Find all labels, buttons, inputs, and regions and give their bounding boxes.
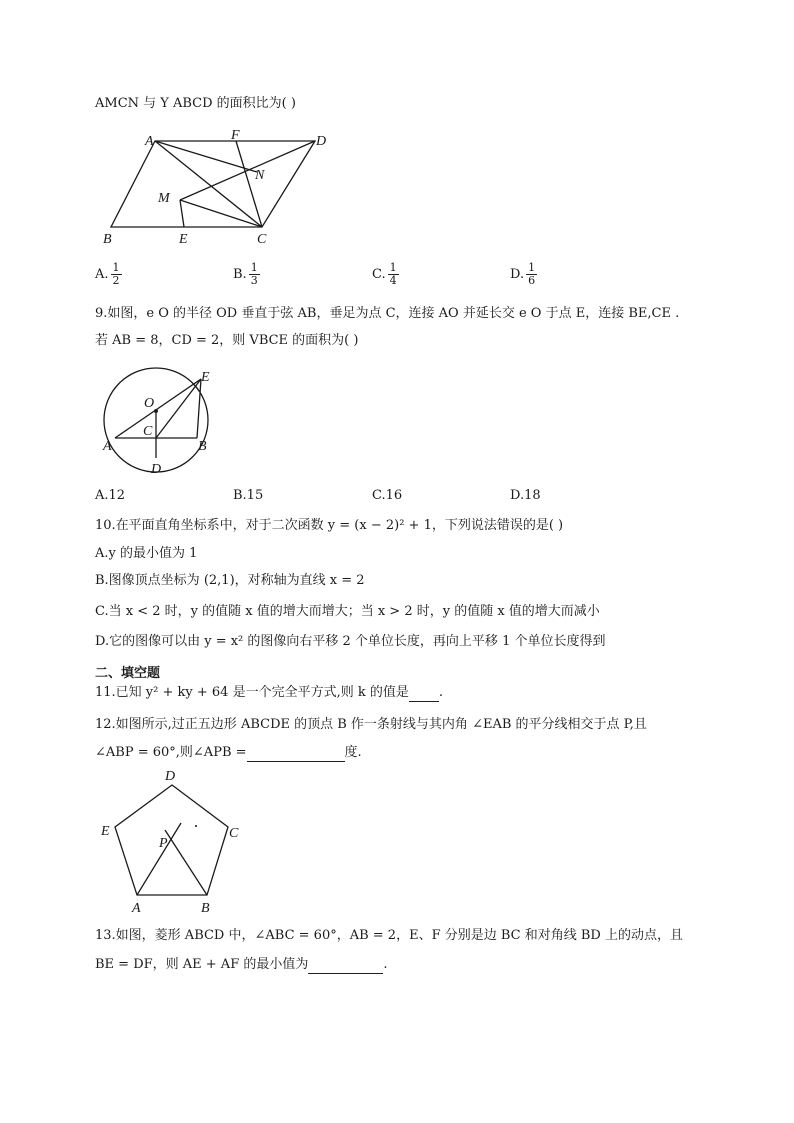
q8-option-b[interactable]: B. $\frac{1}{3}$ [233,261,258,287]
q11-stem: 11.已知 y² + ky + 64 是一个完全平方式,则 k 的值是 . [95,685,443,700]
label-d: D [151,462,162,477]
q13-stem-line2: BE = DF，则 AE + AF 的最小值为 . [95,957,388,972]
label-p: P [159,836,168,851]
q10-option-d[interactable]: D.它的图像可以由 y = x² 的图像向右平移 2 个单位长度，再向上平移 1 个单位长度得到 [95,634,606,649]
q9-option-d[interactable]: D.18 [510,488,541,503]
q9-stem-line1: 9.如图，e O 的半径 OD 垂直于弦 AB，垂足为点 C，连接 AO 并延长交 e O 于点 E，连接 BE,CE . [95,306,680,321]
q9-circle-figure [95,365,225,480]
q13-answer-blank[interactable] [308,959,383,974]
q9-option-a[interactable]: A.12 [95,488,126,503]
label-n: N [255,168,265,183]
label-b: B [201,901,210,916]
q9-stem-line2: 若 AB = 8，CD = 2，则 VBCE 的面积为( ) [95,333,359,348]
q11-answer-blank[interactable] [409,687,439,702]
q12-stem-line2: ∠ABP = 60°,则∠APB = 度. [95,745,362,760]
ray-from-b [165,830,207,895]
stray-dot [195,825,197,827]
q12-answer-blank[interactable] [247,747,345,762]
label-a: A [103,439,112,454]
bisector-from-a [137,823,181,895]
q10-option-c[interactable]: C.当 x < 2 时，y 的值随 x 值的增大而增大；当 x > 2 时，y 的值随 x 值的增大而减小 [95,604,600,619]
center-dot [155,410,158,413]
label-c: C [143,424,153,439]
q12-stem-line1: 12.如图所示,过正五边形 ABCDE 的顶点 B 作一条射线与其内角 ∠EAB 的平分线相交于点 P,且 [95,717,647,732]
label-m: M [158,191,170,206]
q10-stem: 10.在平面直角坐标系中，对于二次函数 y = (x − 2)² + 1，下列说法错误的是( ) [95,518,564,533]
line-mc [180,200,262,227]
line-ce [156,379,201,438]
q13-stem-line1: 13.如图，菱形 ABCD 中，∠ABC = 60°，AB = 2，E、F 分别是边 BC 和对角线 BD 上的动点，且 [95,928,683,943]
label-e: E [101,824,110,839]
line-me [180,200,184,227]
q8-option-a[interactable]: A. $\frac{1}{2}$ [95,261,120,287]
label-a: A [145,134,154,149]
q9-option-b[interactable]: B.15 [233,488,264,503]
diagonal-ac [155,141,262,227]
label-c: C [229,826,239,841]
line-dm [180,141,315,200]
q9-option-c[interactable]: C.16 [372,488,403,503]
label-e: E [179,232,188,247]
label-a: A [132,901,141,916]
line-fc [236,141,262,227]
label-e: E [201,370,210,385]
label-d: D [165,769,176,784]
label-c: C [257,232,267,247]
label-f: F [231,128,240,143]
q10-option-b[interactable]: B.图像顶点坐标为 (2,1)，对称轴为直线 x = 2 [95,573,365,588]
line-ae [115,379,201,438]
q10-option-a[interactable]: A.y 的最小值为 1 [95,546,198,561]
section-heading-fill-blank: 二、填空题 [95,666,161,681]
line-an [155,141,257,172]
q8-parallelogram-figure [95,124,335,250]
q12-pentagon-figure [95,765,250,920]
label-b: B [198,439,207,454]
q8-stem: AMCN 与 Y ABCD 的面积比为( ) [95,96,296,111]
q8-option-c[interactable]: C. $\frac{1}{4}$ [372,261,397,287]
label-o: O [144,396,155,411]
label-d: D [316,134,327,149]
q8-option-d[interactable]: D. $\frac{1}{6}$ [510,261,536,287]
label-b: B [103,232,112,247]
